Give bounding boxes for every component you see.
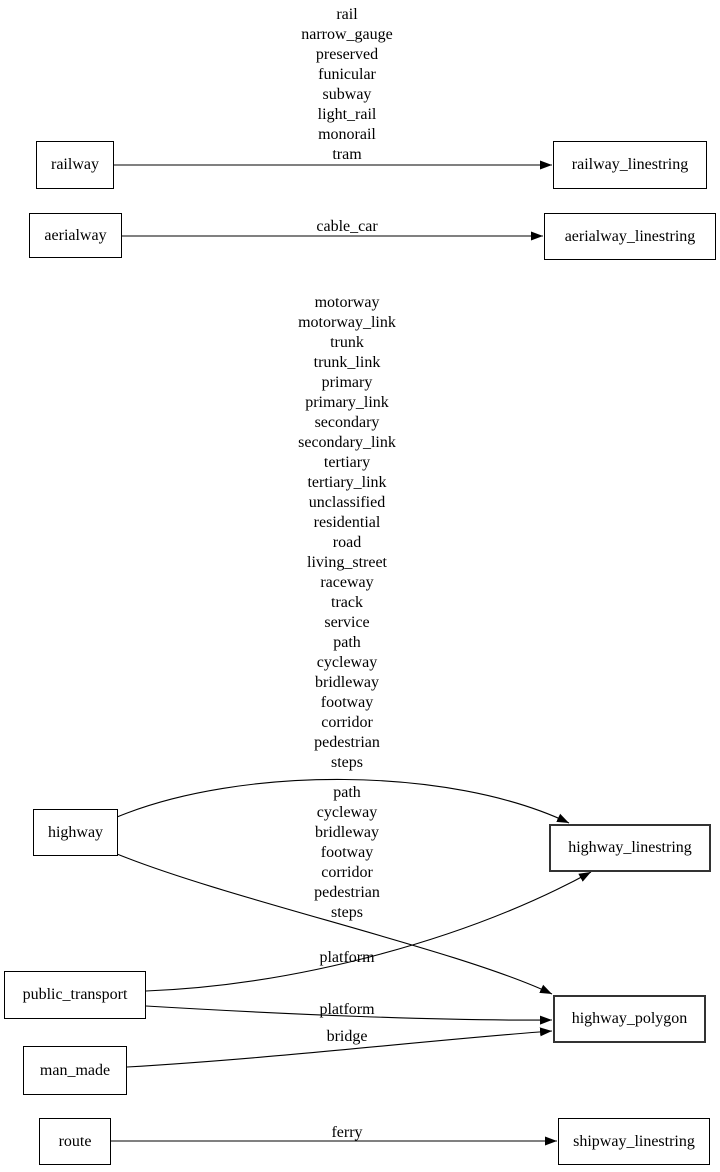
edge-value: light_rail <box>317 106 377 123</box>
edge-value: platform <box>319 1001 375 1018</box>
edge-value: ferry <box>331 1124 363 1141</box>
node-route <box>39 1118 111 1165</box>
edge-value: cable_car <box>316 218 378 235</box>
edge-value: pedestrian <box>314 734 380 751</box>
edge-value: funicular <box>318 66 376 83</box>
node-railway-label: railway <box>51 156 99 173</box>
node-aerialway-linestring <box>544 213 716 260</box>
edge-value: preserved <box>315 46 379 63</box>
edge-value: rail <box>336 6 358 23</box>
edge-value: platform <box>319 949 375 966</box>
node-railway <box>36 141 114 189</box>
edge-values-railway-to-railway-linestring <box>197 5 497 165</box>
node-highway-polygon <box>553 995 706 1043</box>
edge-value: cycleway <box>316 654 378 671</box>
node-highway-polygon-label: highway_polygon <box>571 1010 688 1027</box>
edge-value: trunk <box>330 334 364 351</box>
edge-value: raceway <box>320 574 374 591</box>
edge-value: footway <box>320 694 374 711</box>
node-railway-linestring <box>553 141 707 189</box>
edge-value: primary <box>321 374 373 391</box>
edge-value: tertiary_link <box>307 474 387 491</box>
edge-value: steps <box>331 754 363 771</box>
node-shipway-linestring-label: shipway_linestring <box>573 1132 695 1150</box>
node-aerialway-label: aerialway <box>44 226 107 244</box>
edge-values-route-to-shipway-linestring <box>197 1123 497 1143</box>
edge-value: monorail <box>318 126 376 143</box>
edge-value: motorway <box>314 294 380 311</box>
edge-values-highway-to-highway-polygon <box>197 783 497 923</box>
edge-value: path <box>333 784 361 801</box>
edge-value: unclassified <box>308 494 386 511</box>
edge-value: secondary_link <box>298 434 396 451</box>
node-aerialway <box>29 213 122 258</box>
node-highway <box>33 809 118 856</box>
edge-value: bridleway <box>315 824 379 841</box>
edge-value: pedestrian <box>314 884 380 901</box>
edge-value: tertiary <box>323 454 371 471</box>
edge-values-man-made-to-highway-polygon <box>197 1027 497 1047</box>
edge-value: path <box>333 634 361 651</box>
edge-value: narrow_gauge <box>301 26 393 43</box>
node-man-made <box>23 1046 127 1095</box>
node-highway-label: highway <box>47 823 104 841</box>
edge-value: service <box>324 614 370 631</box>
edge-value: steps <box>331 904 363 921</box>
node-public-transport <box>4 971 146 1019</box>
edge-value: residential <box>313 514 381 531</box>
node-highway-linestring <box>549 824 711 872</box>
edge-values-public-transport-to-highway-linestring <box>197 948 497 968</box>
edge-values-public-transport-to-highway-polygon <box>197 1000 497 1020</box>
edge-values-aerialway-to-aerialway-linestring <box>197 217 497 237</box>
edge-value: secondary <box>314 414 380 431</box>
edge-value: bridleway <box>315 674 379 691</box>
edge-value: primary_link <box>305 394 389 411</box>
edge-value: road <box>332 534 362 551</box>
edge-values-highway-to-highway-linestring <box>197 293 497 773</box>
node-public-transport-label: public_transport <box>22 986 128 1003</box>
edge-value: living_street <box>307 554 387 571</box>
edge-value: corridor <box>321 714 373 731</box>
node-railway-linestring-label: railway_linestring <box>571 156 689 173</box>
node-aerialway-linestring-label: aerialway_linestring <box>564 227 696 245</box>
node-shipway-linestring <box>558 1118 710 1165</box>
edge-value: track <box>331 594 363 611</box>
edge-value: cycleway <box>316 804 378 821</box>
node-highway-linestring-label: highway_linestring <box>568 839 692 856</box>
edge-value: subway <box>322 86 372 103</box>
node-man-made-label: man_made <box>39 1061 111 1079</box>
edge-value: trunk_link <box>313 354 381 371</box>
edge-value: tram <box>332 146 362 163</box>
edge-value: motorway_link <box>298 314 396 331</box>
edge-value: corridor <box>321 864 373 881</box>
edge-value: footway <box>320 844 374 861</box>
node-route-label: route <box>58 1132 92 1150</box>
edge-value: bridge <box>326 1028 368 1045</box>
